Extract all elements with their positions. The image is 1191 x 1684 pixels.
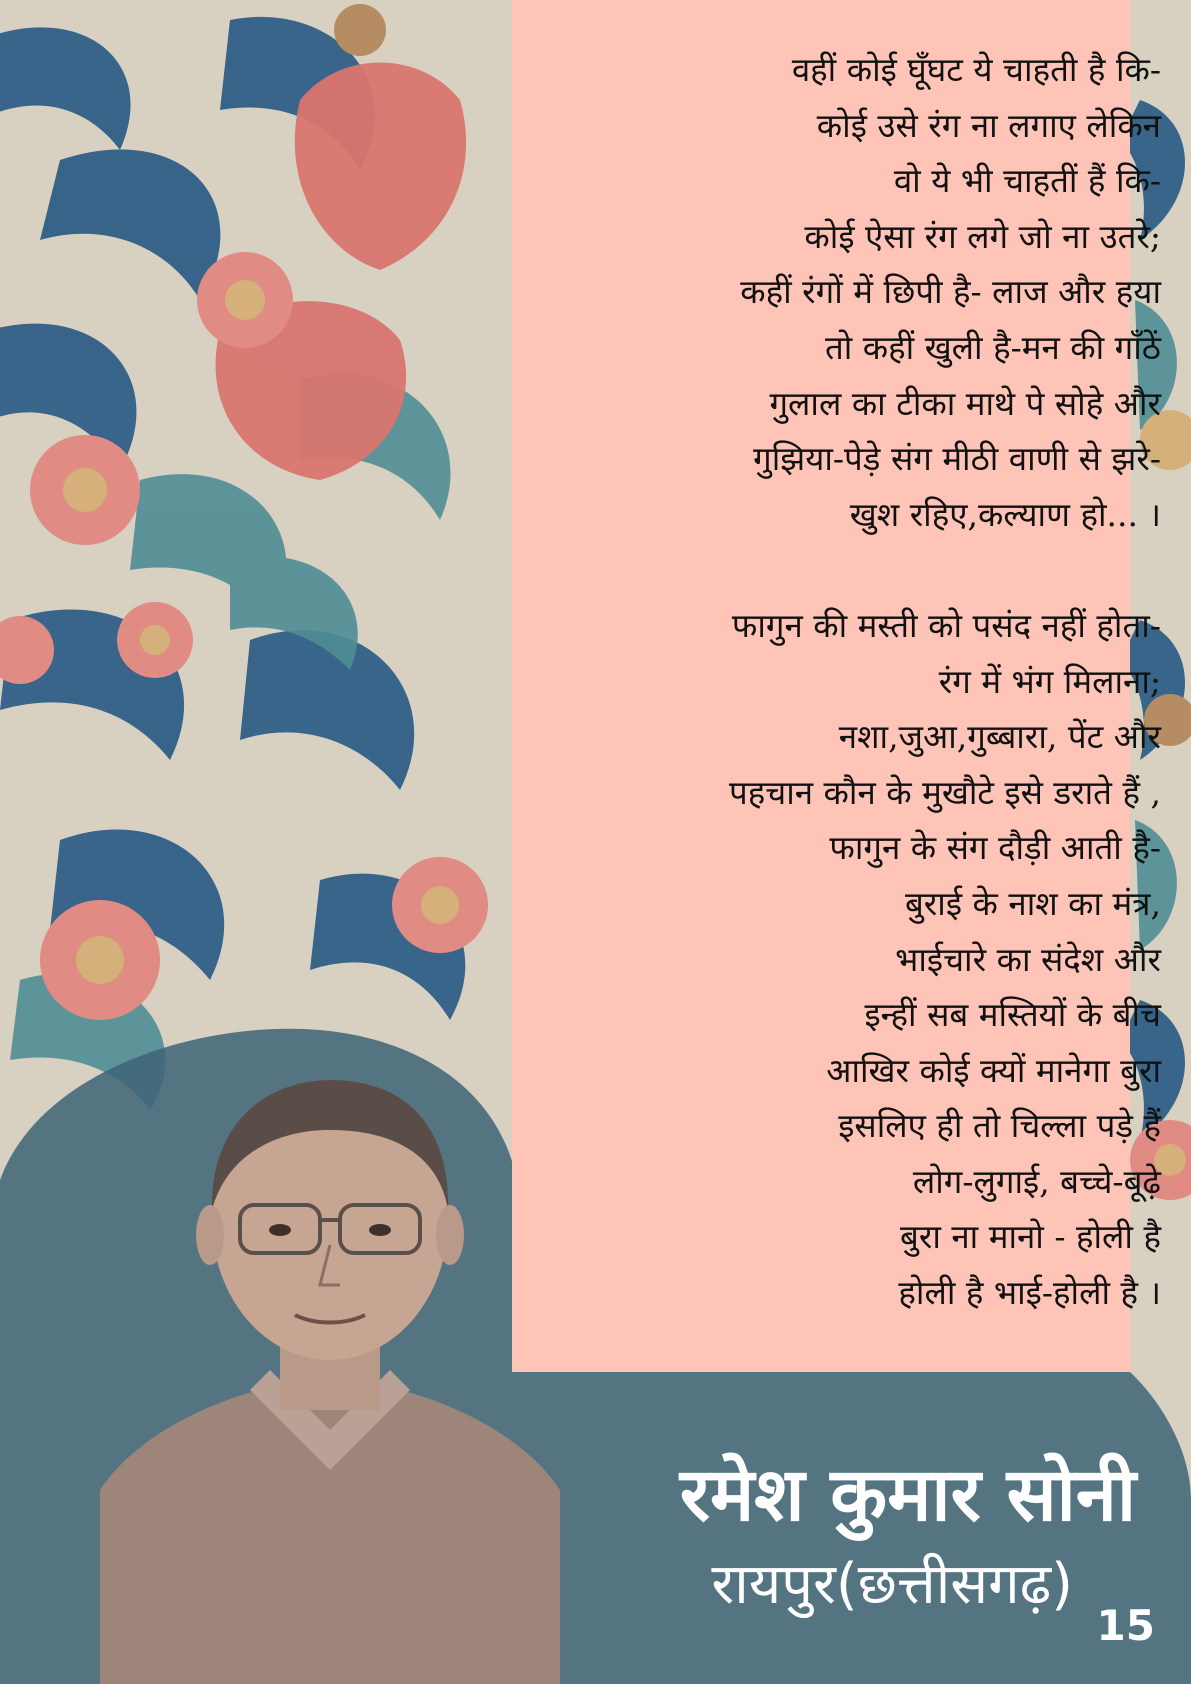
poem-line: गुलाल का टीका माथे पे सोहे और	[769, 383, 1161, 423]
poem-line: फागुन के संग दौड़ी आती है-	[829, 828, 1161, 868]
poem-line: इन्हीं सब मस्तियों के बीच	[864, 995, 1161, 1035]
poem-line: कोई ऐसा रंग लगे जो ना उतरे;	[804, 216, 1161, 256]
poem-line: खुश रहिए,कल्याण हो... ।	[849, 494, 1161, 534]
poem-line: होली है भाई-होली है ।	[898, 1273, 1161, 1313]
author-name: रमेश कुमार सोनी	[679, 1452, 1136, 1538]
poem-line: बुराई के नाश का मंत्र,	[904, 883, 1161, 923]
poem-line: कहीं रंगों में छिपी है- लाज और हया	[740, 272, 1161, 312]
poem-line: बुरा ना मानो - होली है	[899, 1217, 1161, 1257]
poem-line: वहीं कोई घूँघट ये चाहती है कि-	[791, 50, 1161, 89]
poem-line: इसलिए ही तो चिल्ला पड़े हैं	[838, 1106, 1161, 1146]
author-place: रायपुर(छत्तीसगढ़)	[711, 1552, 1073, 1617]
poem-line: पहचान कौन के मुखौटे इसे डराते हैं ,	[728, 772, 1161, 812]
author-portrait	[100, 1070, 560, 1684]
poem-line: कोई उसे रंग ना लगाए लेकिन	[816, 105, 1161, 145]
poem-line: आखिर कोई क्यों मानेगा बुरा	[826, 1050, 1161, 1090]
poem-line: वो ये भी चाहतीं हैं कि-	[893, 161, 1161, 201]
poem-text	[601, 42, 1161, 1321]
page-number: 15	[1096, 1601, 1155, 1650]
stanza-gap	[601, 542, 1161, 598]
poem-line: भाईचारे का संदेश और	[895, 939, 1161, 979]
poem-line: फागुन की मस्ती को पसंद नहीं होता-	[731, 605, 1161, 645]
poem-line: तो कहीं खुली है-मन की गाँठें	[824, 327, 1161, 367]
poem-line: लोग-लुगाई, बच्चे-बूढ़े	[912, 1161, 1161, 1201]
poem-line: गुझिया-पेड़े संग मीठी वाणी से झरे-	[753, 439, 1161, 479]
poem-line: नशा,जुआ,गुब्बारा, पेंट और	[838, 717, 1161, 757]
poem-line: रंग में भंग मिलाना;	[938, 661, 1161, 701]
